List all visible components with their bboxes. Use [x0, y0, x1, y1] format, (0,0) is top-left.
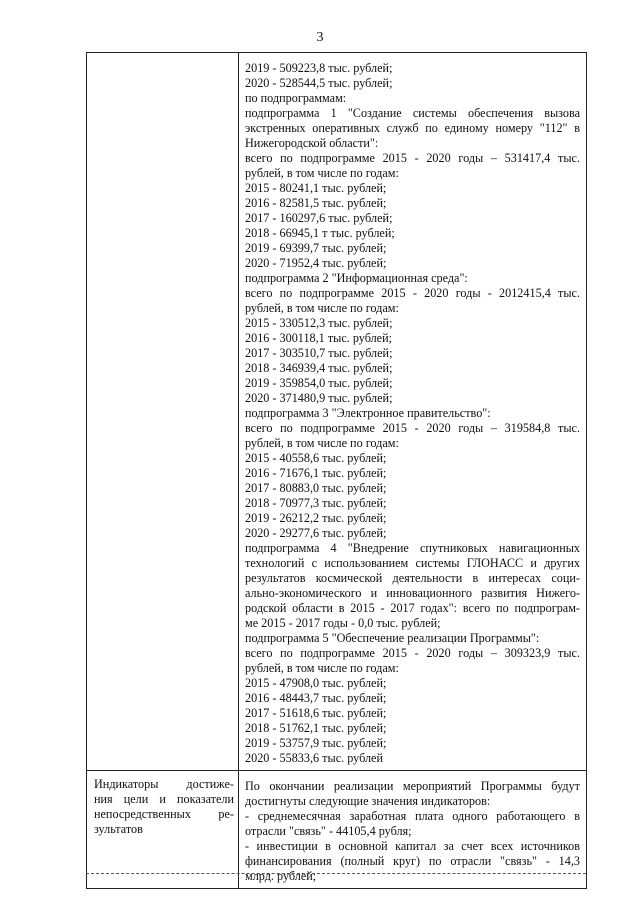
- text-line: экстренных оперативных служб по единому номеру "112" в: [245, 121, 580, 135]
- text-line: отрасли "связь" - 44105,4 рубля;: [245, 824, 412, 838]
- row2-right-cell: [239, 771, 587, 889]
- text-line: финансирования (полный круг) по отрасли "связь" - 14,3: [245, 854, 580, 868]
- text-line: рублей, в том числе по годам:: [245, 301, 399, 315]
- text-line: 2015 - 80241,1 тыс. рублей;: [245, 181, 387, 195]
- text-line: результатов космической деятельности в интересах соци-: [245, 571, 580, 585]
- text-line: подпрограмма 5 "Обеспечение реализации Программы":: [245, 631, 540, 645]
- text-line: 2020 - 528544,5 тыс. рублей;: [245, 76, 393, 90]
- row2-left-cell: [87, 771, 239, 889]
- page-bottom-edge: [86, 873, 586, 874]
- page-number: 3: [316, 30, 324, 45]
- text-line: ния цели и показатели: [94, 792, 234, 806]
- text-line: 2015 - 40558,6 тыс. рублей;: [245, 451, 387, 465]
- table-row-indicators: [87, 771, 587, 889]
- text-line: 2019 - 53757,9 тыс. рублей;: [245, 736, 387, 750]
- text-line: родской области в 2015 - 2017 годах": всего по подпрограм-: [245, 601, 580, 615]
- text-line: зультатов: [94, 822, 143, 836]
- text-line: подпрограмма 4 "Внедрение спутниковых навигационных: [245, 541, 580, 555]
- text-line: 2019 - 26212,2 тыс. рублей;: [245, 511, 387, 525]
- text-line: 2019 - 69399,7 тыс. рублей;: [245, 241, 387, 255]
- text-line: - инвестиции в основной капитал за счет всех источников: [245, 839, 580, 853]
- text-line: 2020 - 29277,6 тыс. рублей;: [245, 526, 387, 540]
- text-line: всего по подпрограмме 2015 - 2020 годы – 309323,9 тыс.: [245, 646, 580, 660]
- text-line: 2018 - 51762,1 тыс. рублей;: [245, 721, 387, 735]
- text-line: Индикаторы достиже-: [94, 777, 234, 791]
- text-line: По окончании реализации мероприятий Программы будут: [245, 779, 580, 793]
- text-line: всего по подпрограмме 2015 - 2020 годы - 2012415,4 тыс.: [245, 286, 580, 300]
- text-line: 2016 - 300118,1 тыс. рублей;: [245, 331, 393, 345]
- text-line: технологий с использованием системы ГЛОНАСС и других: [245, 556, 580, 570]
- text-line: достигнуты следующие значения индикаторов:: [245, 794, 491, 808]
- indicators-text: [239, 771, 586, 888]
- text-line: Нижегородской области":: [245, 136, 379, 150]
- text-line: всего по подпрограмме 2015 - 2020 годы – 319584,8 тыс.: [245, 421, 580, 435]
- row1-left-cell: [87, 53, 239, 771]
- indicators-label: [87, 771, 238, 837]
- passport-table: [86, 52, 587, 889]
- text-line: 2017 - 303510,7 тыс. рублей;: [245, 346, 393, 360]
- text-line: подпрограмма 3 "Электронное правительство":: [245, 406, 491, 420]
- text-line: 2015 - 47908,0 тыс. рублей;: [245, 676, 387, 690]
- text-line: рублей, в том числе по годам:: [245, 661, 399, 675]
- text-line: 2018 - 66945,1 т тыс. рублей;: [245, 226, 395, 240]
- financing-text: [239, 53, 586, 770]
- text-line: 2016 - 82581,5 тыс. рублей;: [245, 196, 387, 210]
- text-line: непосредственных ре-: [94, 807, 234, 821]
- text-line: 2020 - 55833,6 тыс. рублей: [245, 751, 383, 765]
- text-line: 2015 - 330512,3 тыс. рублей;: [245, 316, 393, 330]
- text-line: рублей, в том числе по годам:: [245, 436, 399, 450]
- text-line: по подпрограммам:: [245, 91, 347, 105]
- text-line: подпрограмма 1 "Создание системы обеспечения вызова: [245, 106, 580, 120]
- row1-right-cell: [239, 53, 587, 771]
- text-line: подпрограмма 2 "Информационная среда":: [245, 271, 468, 285]
- text-line: - среднемесячная заработная плата одного работающего в: [245, 809, 580, 823]
- text-line: 2019 - 509223,8 тыс. рублей;: [245, 61, 393, 75]
- text-line: млрд. рублей;: [245, 869, 317, 883]
- text-line: 2018 - 346939,4 тыс. рублей;: [245, 361, 393, 375]
- text-line: 2020 - 71952,4 тыс. рублей;: [245, 256, 387, 270]
- text-line: ме 2015 - 2017 годы - 0,0 тыс. рублей;: [245, 616, 441, 630]
- text-line: 2016 - 71676,1 тыс. рублей;: [245, 466, 387, 480]
- text-line: ально-экономического и инновационного развития Нижего-: [245, 586, 580, 600]
- table-row-financing: [87, 53, 587, 771]
- text-line: 2020 - 371480,9 тыс. рублей;: [245, 391, 393, 405]
- text-line: 2016 - 48443,7 тыс. рублей;: [245, 691, 387, 705]
- text-line: всего по подпрограмме 2015 - 2020 годы – 531417,4 тыс.: [245, 151, 580, 165]
- text-line: 2019 - 359854,0 тыс. рублей;: [245, 376, 393, 390]
- text-line: рублей, в том числе по годам:: [245, 166, 399, 180]
- text-line: 2017 - 51618,6 тыс. рублей;: [245, 706, 387, 720]
- text-line: 2017 - 80883,0 тыс. рублей;: [245, 481, 387, 495]
- text-line: 2017 - 160297,6 тыс. рублей;: [245, 211, 393, 225]
- text-line: 2018 - 70977,3 тыс. рублей;: [245, 496, 387, 510]
